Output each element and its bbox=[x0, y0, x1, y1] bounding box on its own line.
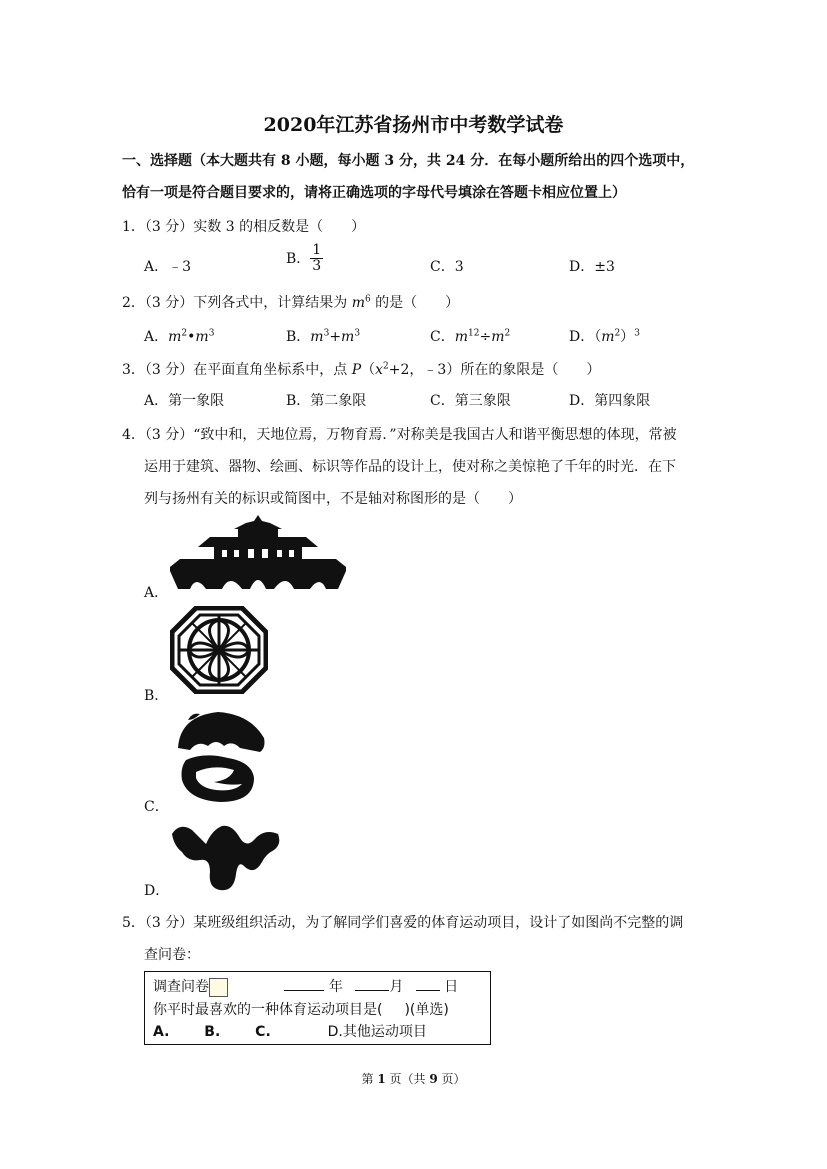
op: + bbox=[329, 329, 342, 345]
q2-option-b bbox=[286, 326, 360, 346]
question-4-line2: 运用于建筑、器物、绘画、标识等作品的设计上，使对称之美惊艳了千年的时光．在下 bbox=[144, 459, 676, 475]
paren: （ bbox=[361, 362, 376, 378]
footer-page-number: 1 bbox=[377, 1072, 386, 1086]
numerator: 1 bbox=[312, 242, 322, 258]
exp: 2 bbox=[383, 361, 389, 372]
q1-option-a: A．﹣3 bbox=[144, 259, 192, 275]
footer-total-pages: 9 bbox=[429, 1072, 438, 1086]
q1-option-b-label: B． bbox=[286, 251, 311, 268]
survey-question-post: )(单选) bbox=[404, 1002, 449, 1018]
survey-option-d: D.其他运动项目 bbox=[327, 1024, 427, 1040]
survey-questionnaire bbox=[144, 971, 491, 1045]
q4-option-b: B． bbox=[144, 688, 169, 704]
q1-option-d: D．±3 bbox=[569, 259, 615, 275]
op: • bbox=[187, 329, 196, 345]
question-1-stem: 1．（3 分）实数 3 的相反数是（ ） bbox=[122, 219, 366, 235]
q4-option-d: D． bbox=[144, 883, 170, 899]
day-label: 日 bbox=[444, 979, 459, 995]
q2-a-label: A． bbox=[144, 329, 169, 345]
q1-option-c: C．3 bbox=[430, 259, 464, 275]
q3-option-a: A．第一象限 bbox=[144, 393, 225, 409]
q3-stem-pre: 3．（3 分）在平面直角坐标系中，点 bbox=[122, 362, 352, 378]
q2-stem-exp: 6 bbox=[365, 294, 371, 305]
exp: 2 bbox=[614, 328, 621, 339]
survey-question-row bbox=[153, 999, 449, 1019]
building-silhouette-figure bbox=[170, 515, 346, 591]
month-blank[interactable] bbox=[355, 990, 389, 991]
exp: 12 bbox=[468, 328, 480, 339]
var-m: m bbox=[168, 329, 182, 345]
footer-pre: 第 bbox=[361, 1072, 378, 1086]
q2-option-a bbox=[144, 326, 214, 346]
section-heading-line2: 恰有一项是符合题目要求的，请将正确选项的字母代号填涂在答题卡相应位置上） bbox=[122, 185, 626, 201]
exp: 3 bbox=[354, 328, 361, 339]
lattice-window-figure bbox=[170, 606, 268, 694]
q3-option-d: D．第四象限 bbox=[569, 393, 651, 409]
q2-b-label: B． bbox=[286, 329, 311, 345]
var-m: m bbox=[491, 329, 505, 345]
survey-option-c: C. bbox=[255, 1024, 271, 1040]
page-footer bbox=[0, 1070, 827, 1087]
q2-stem-pre: 2．（3 分）下列各式中，计算结果为 bbox=[122, 295, 352, 311]
survey-option-a: A. bbox=[153, 1024, 170, 1040]
var-m: m bbox=[341, 329, 355, 345]
survey-question-pre: 你平时最喜欢的一种体育运动项目是( bbox=[153, 1002, 383, 1018]
q1-option-b bbox=[286, 243, 323, 273]
question-5-line2: 查问卷： bbox=[144, 947, 200, 963]
survey-option-b: B. bbox=[204, 1024, 221, 1040]
section-heading-line1: 一、选择题（本大题共有 8 小题，每小题 3 分，共 24 分．在每小题所给出的四个选项中， bbox=[122, 153, 695, 169]
q2-d-label: D． bbox=[569, 329, 595, 345]
exp: 3 bbox=[634, 328, 640, 339]
exp: 2 bbox=[181, 328, 188, 339]
exp: 2 bbox=[504, 328, 511, 339]
fraction bbox=[310, 243, 323, 273]
brush-emblem-figure bbox=[170, 708, 268, 804]
op: ÷ bbox=[479, 329, 492, 345]
page-title: 2020年江苏省扬州市中考数学试卷 bbox=[263, 114, 564, 136]
var-x: x bbox=[375, 362, 384, 378]
q4-option-c: C． bbox=[144, 799, 169, 815]
month-label: 月 bbox=[389, 979, 404, 995]
footer-mid: 页（共 bbox=[385, 1072, 430, 1086]
q4-option-a: A． bbox=[144, 585, 169, 601]
q3-stem-rest: +2，﹣3）所在的象限是（ ） bbox=[388, 362, 601, 378]
survey-checkbox[interactable] bbox=[209, 978, 228, 997]
var-m: m bbox=[601, 329, 615, 345]
q3-option-c: C．第三象限 bbox=[430, 393, 511, 409]
denominator: 3 bbox=[312, 257, 322, 274]
paren: ） bbox=[620, 329, 635, 345]
var-p: P bbox=[351, 362, 362, 378]
wave-silhouette-figure bbox=[170, 820, 282, 892]
day-blank[interactable] bbox=[416, 990, 440, 991]
question-4-line1: 4．（3 分）“致中和，天地位焉，万物育焉．”对称美是我国古人和谐平衡思想的体现，常被 bbox=[122, 427, 677, 443]
year-blank[interactable] bbox=[284, 990, 324, 991]
q3-option-b: B．第二象限 bbox=[286, 393, 367, 409]
survey-header-row bbox=[153, 976, 458, 997]
footer-post: 页） bbox=[437, 1072, 466, 1086]
survey-options-row bbox=[153, 1021, 427, 1041]
q2-option-c bbox=[430, 326, 510, 346]
question-4-line3: 列与扬州有关的标识或简图中，不是轴对称图形的是（ ） bbox=[144, 491, 522, 507]
q2-option-d bbox=[569, 326, 640, 346]
question-5-line1: 5．（3 分）某班级组织活动，为了解同学们喜爱的体育运动项目，设计了如图尚不完整的调 bbox=[122, 915, 684, 931]
year-label: 年 bbox=[328, 979, 343, 995]
exp: 3 bbox=[208, 328, 215, 339]
q2-stem-var: m bbox=[351, 295, 365, 311]
question-3-stem bbox=[122, 359, 600, 379]
q2-stem-post: 的是（ ） bbox=[370, 295, 460, 311]
q2-c-label: C． bbox=[430, 329, 455, 345]
var-m: m bbox=[454, 329, 468, 345]
paren: （ bbox=[594, 329, 602, 345]
exp: 3 bbox=[323, 328, 330, 339]
question-2-stem bbox=[122, 292, 459, 312]
var-m: m bbox=[310, 329, 324, 345]
survey-title: 调查问卷 bbox=[153, 979, 209, 995]
var-m: m bbox=[195, 329, 209, 345]
